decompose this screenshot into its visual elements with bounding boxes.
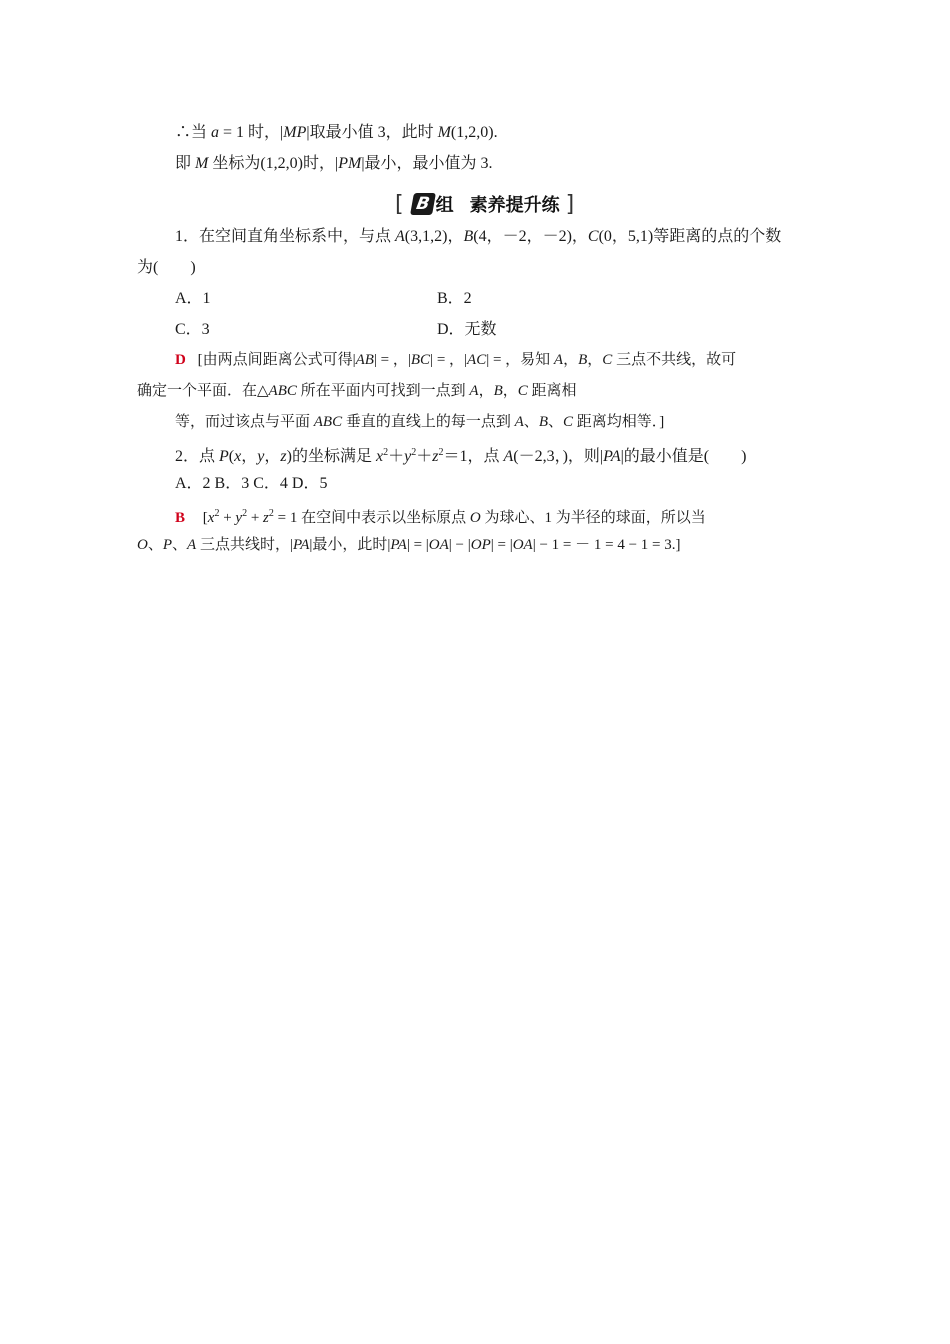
question-1-stem: 1．在空间直角坐标系中，与点 A(3,1,2)，B(4，－2，－2)，C(0，5,1)等距离的点的个数 xyxy=(175,228,782,245)
q2-explanation-line-2: O、P、A 三点共线时，|PA|最小，此时|PA| = |OA| − |OP| = |OA| − 1 = － 1 = 4 − 1 = 3.] xyxy=(137,537,681,553)
q1-answer: D xyxy=(175,352,186,368)
q2-explanation-line-1: B [$x^2 + y^2 + z^2 = 1$ 在空间中表示以坐标原点 O 为球心、1 为半径的球面，所以当 xyxy=(175,508,706,526)
group-b-badge: B xyxy=(410,193,436,215)
question-1-stem-cont: 为( ) xyxy=(137,259,196,276)
q1-explanation-line-2: 确定一个平面．在△ABC 所在平面内可找到一点到 A，B，C 距离相 xyxy=(137,383,577,399)
q1-option-a: A．1 xyxy=(175,290,211,307)
q2-answer: B xyxy=(175,510,186,526)
conclusion-line-1: ∴当 a = 1 时，|MP|取最小值 3，此时 M(1,2,0). xyxy=(175,124,498,141)
q1-option-b: B．2 xyxy=(437,290,472,307)
conclusion-line-2: 即 M 坐标为(1,2,0)时，|PM|最小，最小值为 3. xyxy=(175,155,493,172)
section-title: [ B 组 素养提升练 ] xyxy=(395,191,575,217)
q1-option-d: D．无数 xyxy=(437,321,497,338)
question-2-stem: 2．点 P(x，y，z)的坐标满足 $x^2+y^2+z^2=1$，点 A(－2,3，)，则|PA|的最小值是( ) xyxy=(175,447,747,465)
q1-explanation-line-3: 等，而过该点与平面 ABC 垂直的直线上的每一点到 A、B、C 距离均相等．] xyxy=(175,414,665,430)
q2-options: A．2 B．3 C．4 D．5 xyxy=(175,475,328,492)
q1-option-c: C．3 xyxy=(175,321,210,338)
q1-explanation-line-1: D [由两点间距离公式可得|AB| = ，|BC| = ，|AC| = ，易知 A，B，C 三点不共线，故可 xyxy=(175,352,737,368)
